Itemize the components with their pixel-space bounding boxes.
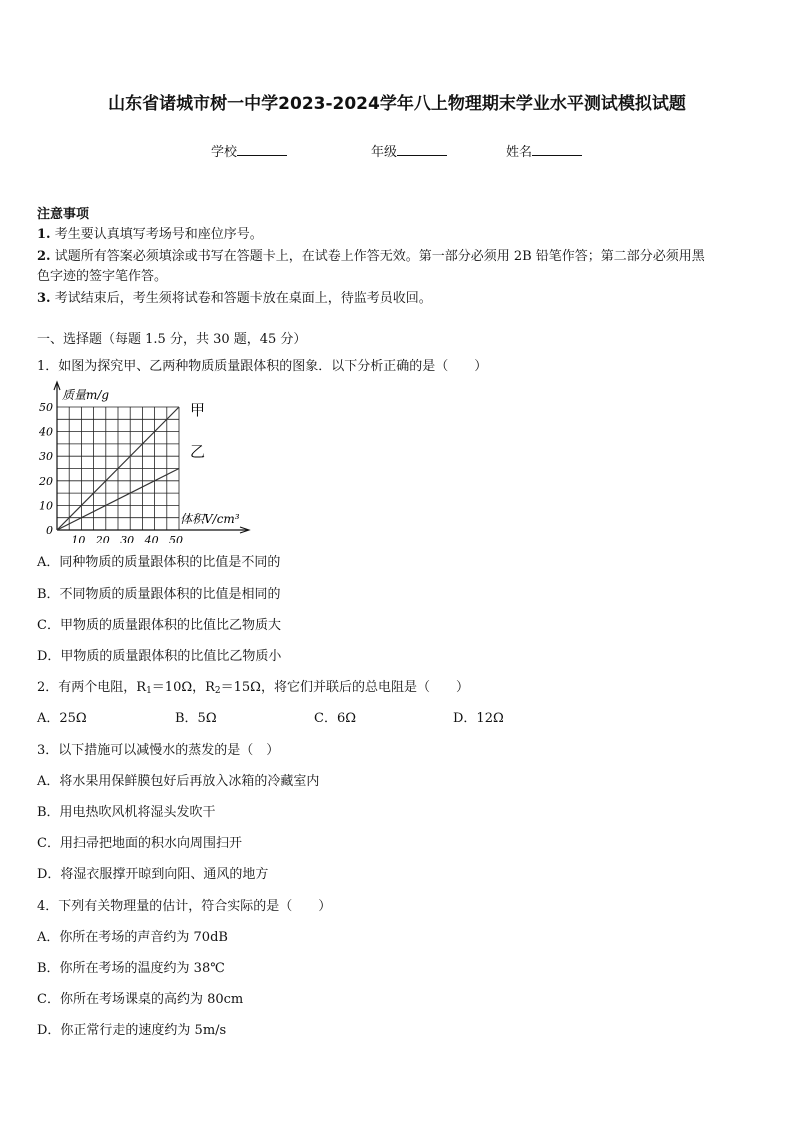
y-tick-label: 20 [39,474,53,488]
notice-item-2-cont: 色字迹的签字笔作答。 [37,269,168,284]
question-2-option-c: C．6Ω [314,711,356,726]
question-1-option-d: D．甲物质的质量跟体积的比值比乙物质小 [37,649,282,664]
question-4-option-a: A．你所在考场的声音约为 70dB [37,930,228,945]
series-label-yi: 乙 [190,442,206,461]
x-tick-label: 10 [71,534,86,543]
question-3-option-c: C．用扫帚把地面的积水向周围扫开 [37,836,242,851]
question-3-stem: 3．以下措施可以减慢水的蒸发的是（ ） [37,743,280,758]
question-4-option-d: D．你正常行走的速度约为 5m/s [37,1023,227,1038]
question-3-option-a: A．将水果用保鲜膜包好后再放入冰箱的冷藏室内 [37,774,320,789]
notice-item-2: 2. 试题所有答案必须填涂或书写在答题卡上，在试卷上作答无效。第一部分必须用 2B 铅笔作答；第二部分必须用黑 [37,249,705,264]
chart-ticks [38,401,183,543]
notice-item-3: 3. 考试结束后，考生须将试卷和答题卡放在桌面上，待监考员收回。 [37,291,432,306]
question-1-option-c: C．甲物质的质量跟体积的比值比乙物质大 [37,618,281,633]
series-label-jia: 甲 [190,401,206,419]
x-tick-label: 50 [169,534,183,543]
question-1-stem: 1．如图为探究甲、乙两种物质质量跟体积的图象．以下分析正确的是（ ） [37,359,488,374]
notice-item-1: 1. 考生要认真填写考场号和座位序号。 [37,227,263,242]
question-1-option-b: B．不同物质的质量跟体积的比值是相同的 [37,587,281,602]
student-info-row [0,141,794,161]
question-4-option-b: B．你所在考场的温度约为 38℃ [37,961,225,976]
school-field [211,141,287,160]
question-3-option-d: D．将湿衣服撑开晾到向阳、通风的地方 [37,867,269,882]
grade-field [371,141,447,160]
notice-heading: 注意事项 [37,207,90,222]
question-4-stem: 4．下列有关物理量的估计，符合实际的是（ ） [37,899,332,914]
x-axis-label: 体积V/cm³ [180,512,240,526]
grade-label: 年级 [371,145,398,160]
question-1-option-a: A．同种物质的质量跟体积的比值是不同的 [37,555,281,570]
x-tick-label: 30 [120,534,135,543]
question-4-option-c: C．你所在考场课桌的高约为 80cm [37,992,244,1007]
y-axis-label: 质量m/g [62,388,110,402]
question-3-option-b: B．用电热吹风机将湿头发吹干 [37,805,216,820]
question-2-option-a: A．25Ω [37,711,87,726]
y-tick-label: 0 [46,524,53,537]
x-tick-label: 40 [144,534,159,543]
name-field [506,141,582,160]
chart-axes [54,382,249,533]
x-tick-label: 20 [95,534,110,543]
section-heading: 一、选择题（每题 1.5 分，共 30 题，45 分） [37,332,307,347]
page-title: 山东省诸城市树一中学2023-2024学年八上物理期末学业水平测试模拟试题 [108,94,686,114]
y-tick-label: 40 [39,425,53,439]
y-tick-label: 10 [39,499,53,513]
question-2-option-b: B．5Ω [175,711,217,726]
y-tick-label: 30 [39,450,53,464]
mass-volume-chart [30,378,260,543]
name-label: 姓名 [506,145,533,160]
school-blank [237,143,287,156]
chart-series [57,401,205,530]
grade-blank [397,143,447,156]
y-tick-label: 50 [39,401,53,414]
question-2-option-d: D．12Ω [453,711,504,726]
question-2-stem: 2．有两个电阻，$R_1=10\Omega$，$R_2=15\Omega$，将它们并联后的总电阻是（ ） [37,680,469,696]
name-blank [532,143,582,156]
school-label: 学校 [211,145,238,160]
